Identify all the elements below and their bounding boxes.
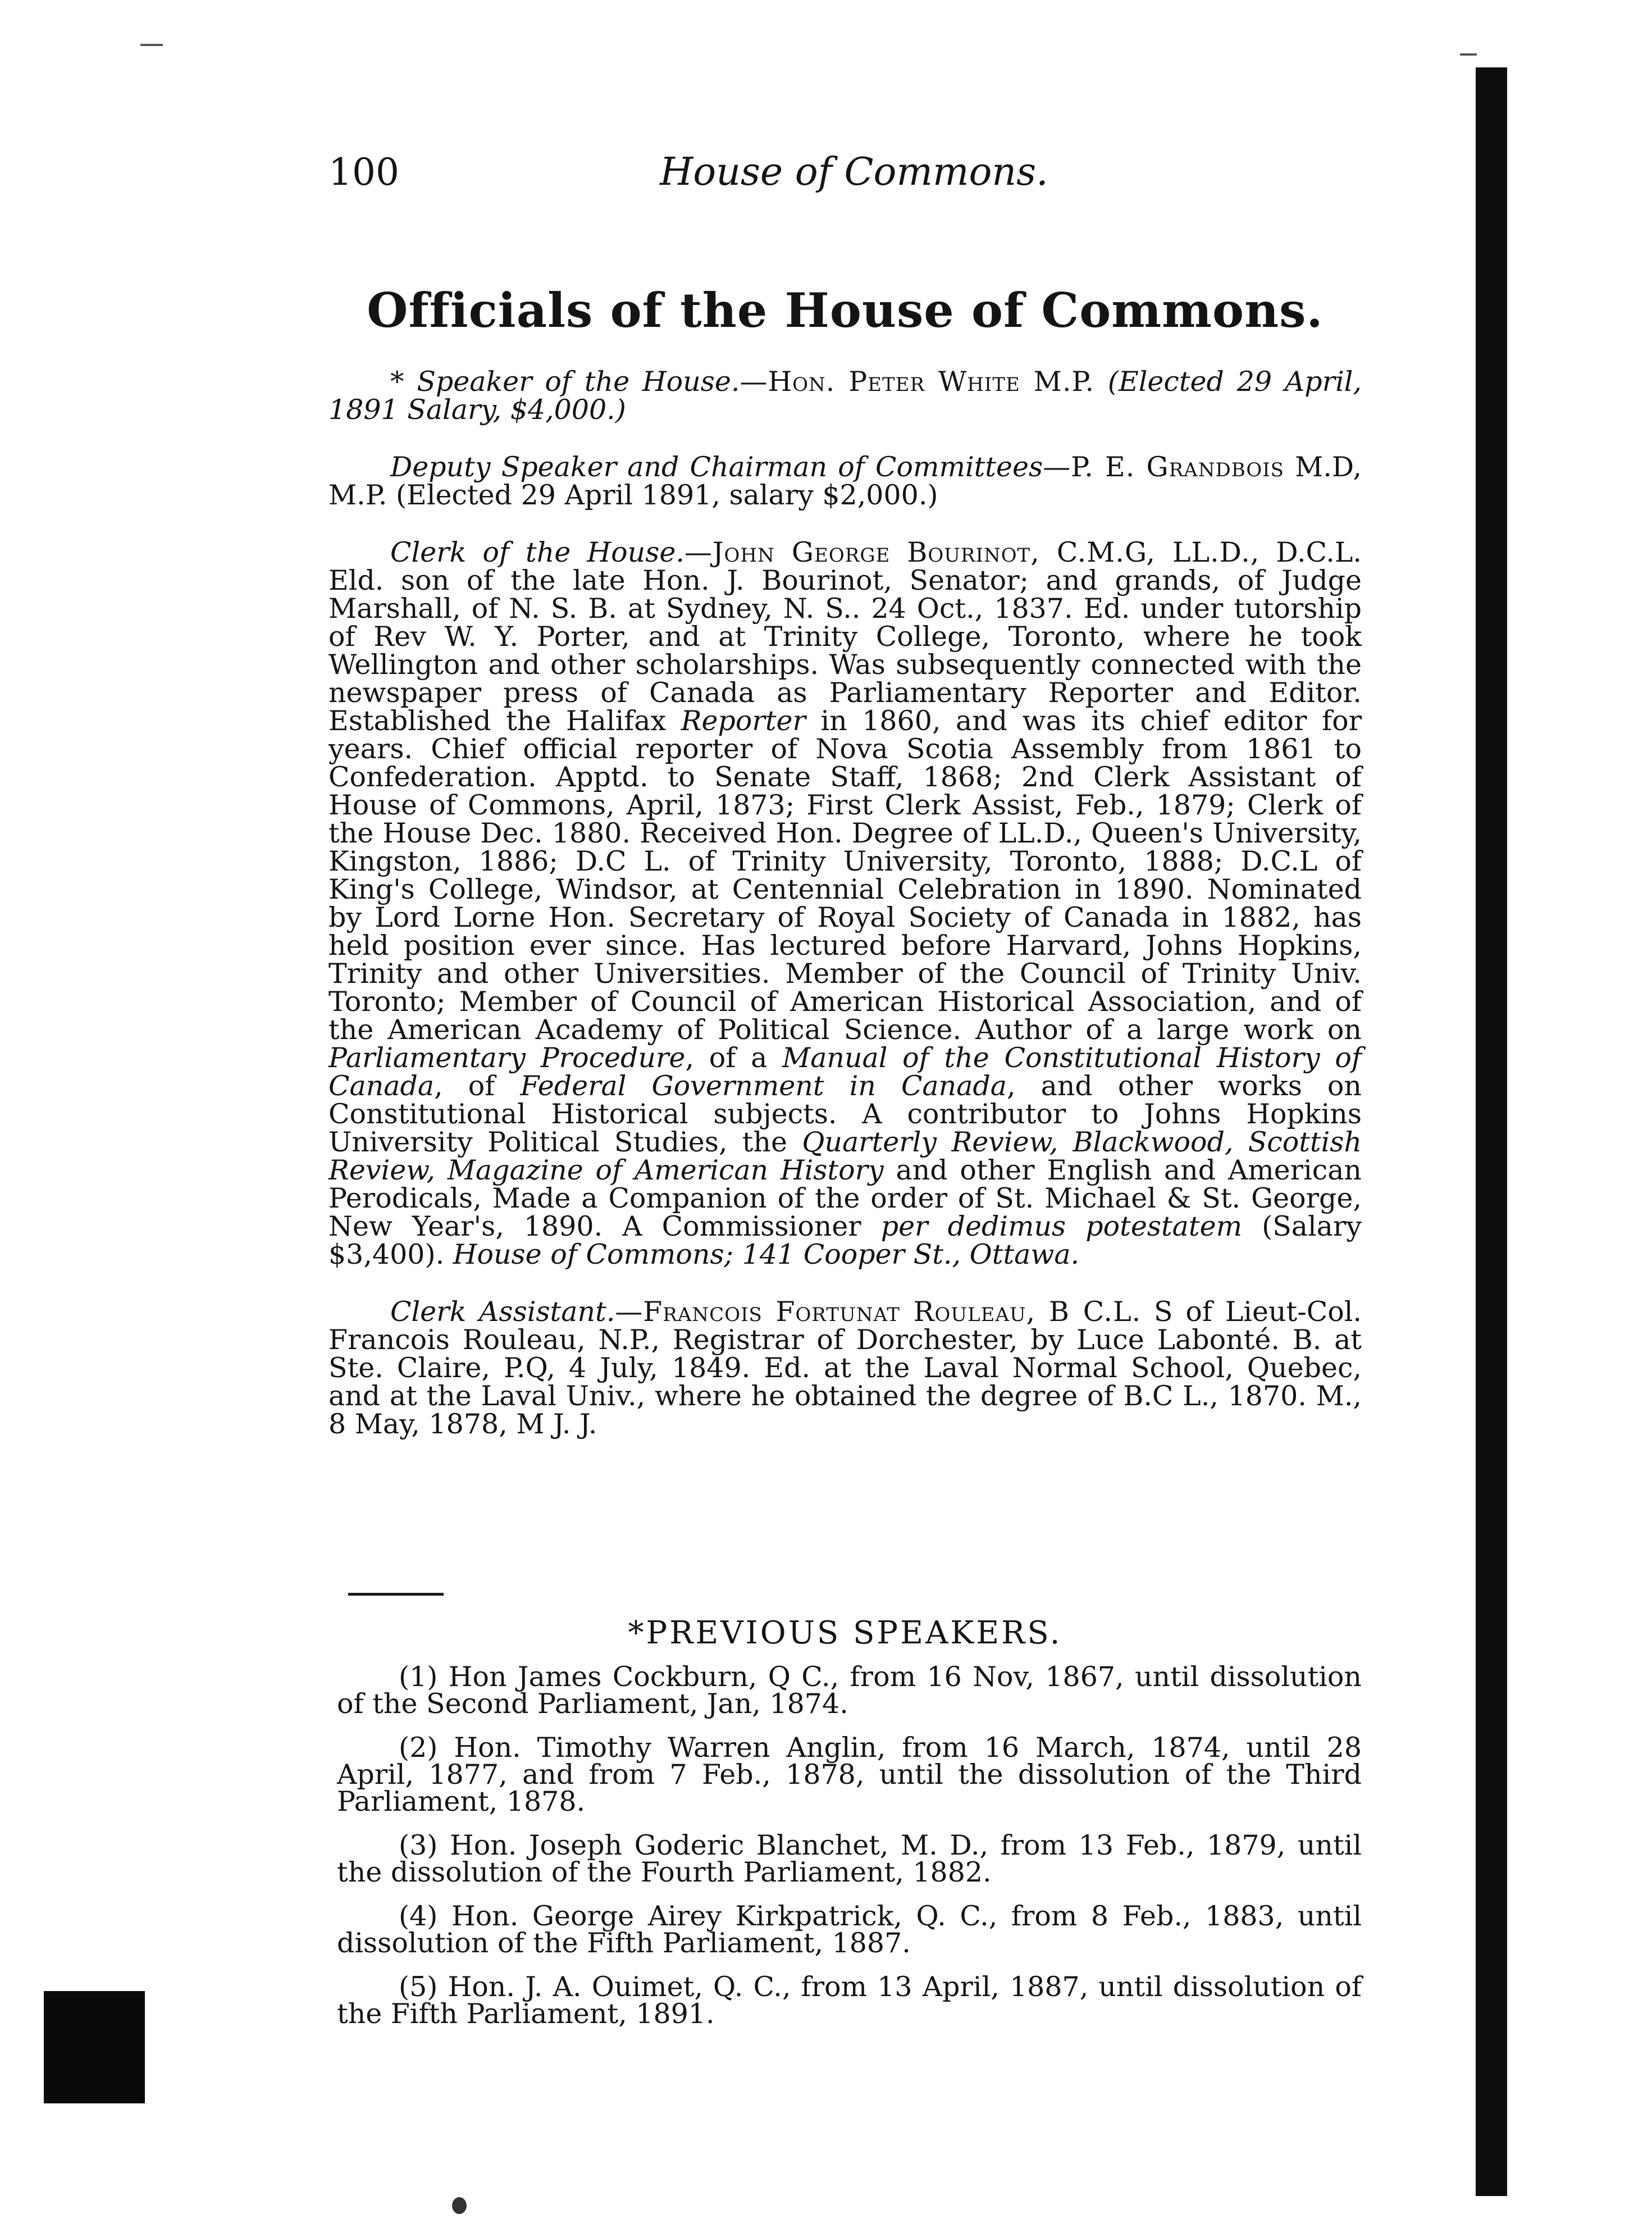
entry-role: Clerk of the House.: [390, 536, 684, 568]
scan-blot: [44, 1991, 145, 2103]
list-item: (1) Hon James Cockburn, Q C., from 16 Nov, 1867, until dissolution of the Second Parliament, Jan, 1874.: [337, 1661, 1362, 1720]
work-title: Parliamentary Procedure: [328, 1042, 686, 1074]
entry-details: (Elected 29 April, 1891 Salary, $4,000.): [328, 366, 1362, 426]
entry-text: (Salary $3,400).: [328, 1210, 1362, 1270]
entry-name: —Hon. Peter White M.P.: [740, 366, 1108, 398]
entry-text: , of a: [685, 1042, 783, 1074]
scan-speck: [140, 44, 163, 46]
page-title: Officials of the House of Commons.: [367, 283, 1324, 338]
entry-name: —Francois Fortunat Rouleau, B C.L.: [615, 1296, 1142, 1328]
work-title: Quarterly Review, Blackwood, Scottish Review, Magazine of American History: [328, 1126, 1362, 1186]
scan-edge-shadow: [1476, 67, 1507, 2196]
entry-text: and other English and American Perodicals, Made a Companion of the order of St. Michael & St. George, New Year's, 1890. A Commissioner: [328, 1154, 1362, 1242]
previous-speakers-list: [337, 1661, 1362, 2044]
entry-role: Deputy Speaker and Chairman of Committees: [390, 451, 1043, 483]
page-number: 100: [328, 151, 399, 194]
entry-speaker: [328, 368, 1362, 424]
entry-clerk: [328, 536, 1362, 1270]
list-item: (3) Hon. Joseph Goderic Blanchet, M. D., from 13 Feb., 1879, until the dissolution of the Fourth Parliament, 1882.: [337, 1829, 1362, 1888]
entry-details: M.D, M.P. (Elected 29 April 1891, salary $2,000.): [328, 451, 1362, 511]
list-item: (4) Hon. George Airey Kirkpatrick, Q. C., from 8 Feb., 1883, until dissolution of the Fifth Parliament, 1887.: [337, 1900, 1362, 1959]
entry-address: House of Commons; 141 Cooper St., Ottawa.: [453, 1238, 1080, 1270]
officials-list: [328, 368, 1362, 1468]
work-title: Manual of the Constitutional History of Canada: [328, 1042, 1362, 1102]
entry-text: S of Lieut-Col. Francois Rouleau, N.P., Registrar of Dorchester, by Luce Labonté. B. at Ste. Claire, P.Q, 4 July, 1849. Ed. at the Laval Normal School, Quebec, and at the Laval Univ., where he obtained the degree of B.C L., 1870. M., 8 May, 1878, M J. J.: [328, 1296, 1362, 1440]
scan-speck: [1460, 53, 1477, 56]
page-header: [328, 147, 1395, 198]
entry-role: * Speaker of the House.: [390, 366, 740, 398]
entry-name: —John George Bourinot, C.M.G, LL.D.,: [684, 536, 1260, 568]
footnote-rule: [348, 1593, 444, 1596]
entry-text: D.C.L. Eld. son of the late Hon. J. Bourinot, Senator; and grands, of Judge Marshall, of N. S. B. at Sydney, N. S.. 24 Oct., 1837. Ed. under tutorship of Rev W. Y. Porter, and at Trinity College, Toronto, where he took Wellington and other scholarships. Was subsequently connected with the newspaper press of Canada as Parliamentary Reporter and Editor. Established the Halifax: [328, 536, 1362, 737]
list-item: (2) Hon. Timothy Warren Anglin, from 16 March, 1874, until 28 April, 1877, and from 7 Feb., 1878, until the dissolution of the Third Parliament, 1878.: [337, 1732, 1362, 1818]
entry-text: in 1860, and was its chief editor for years. Chief official reporter of Nova Scotia Assembly from 1861 to Confederation. Apptd. to Senate Staff, 1868; 2nd Clerk Assistant of House of Commons, April, 1873; First Clerk Assist, Feb., 1879; Clerk of the House Dec. 1880. Received Hon. Degree of LL.D., Queen's University, Kingston, 1886; D.C L. of Trinity University, Toronto, 1888; D.C.L of King's College, Windsor, at Centennial Celebration in 1890. Nominated by Lord Lorne Hon. Secretary of Royal Society of Canada in 1882, has held position ever since. Has lectured before Harvard, Johns Hopkins, Trinity and other Universities. Member of the Council of Trinity Univ. Toronto; Member of Council of American Historical Association, and of the American Academy of Political Science. Author of a large work on: [328, 705, 1362, 1046]
work-title: Federal Government in Canada: [520, 1070, 1007, 1102]
latin-phrase: per dedimus potestatem: [880, 1210, 1243, 1242]
previous-speakers-heading: *PREVIOUS SPEAKERS.: [628, 1615, 1062, 1651]
entry-deputy-speaker: [328, 453, 1362, 509]
entry-name: —P. E. Grandbois: [1043, 451, 1284, 483]
entry-role: Clerk Assistant.: [390, 1296, 615, 1328]
running-head: House of Commons.: [660, 150, 1048, 194]
entry-text: , and other works on Constitutional Historical subjects. A contributor to Johns Hopkins University Political Studies, the: [328, 1070, 1362, 1158]
entry-clerk-assistant: [328, 1298, 1362, 1438]
entry-text: , of: [434, 1070, 521, 1102]
list-item: (5) Hon. J. A. Ouimet, Q. C., from 13 April, 1887, until dissolution of the Fifth Parliament, 1891.: [337, 1971, 1362, 2030]
scan-speck: [452, 2197, 467, 2214]
work-title: Reporter: [681, 705, 806, 737]
